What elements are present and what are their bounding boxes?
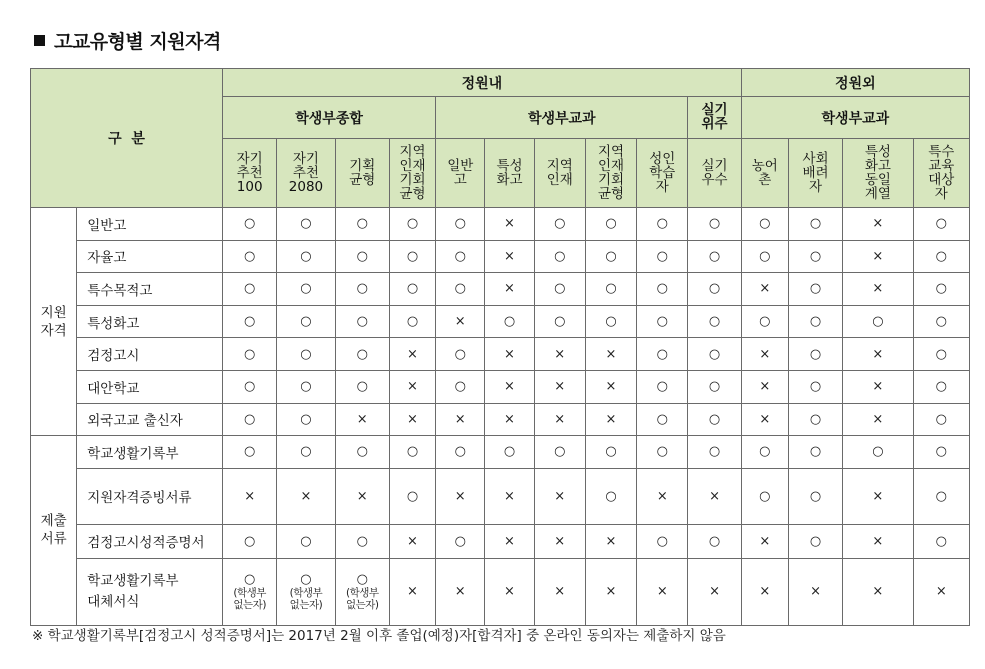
- header-hakgyo-outside: 학생부교과: [741, 97, 969, 139]
- no-mark: ×: [389, 403, 435, 436]
- yes-mark: ○: [277, 208, 335, 241]
- no-mark: ×: [688, 558, 741, 625]
- no-mark: ×: [485, 338, 534, 371]
- table-header: [31, 69, 970, 208]
- yes-mark: ○: [788, 370, 842, 403]
- no-mark: ×: [389, 338, 435, 371]
- header-gubun: 구 분: [31, 69, 223, 208]
- header-silgi-text: 실기 위주: [701, 102, 728, 132]
- no-mark: ×: [277, 468, 335, 524]
- no-mark: ×: [485, 273, 534, 306]
- yes-mark: ○: [436, 436, 485, 469]
- column-header-text: 실기 우수: [701, 157, 728, 188]
- yes-mark: ○: [688, 338, 741, 371]
- column-header: [389, 139, 435, 208]
- yes-mark: ○: [300, 571, 312, 587]
- yes-mark: ○: [913, 370, 969, 403]
- yes-mark: ○: [485, 305, 534, 338]
- header-inside-quota: 정원내: [223, 69, 742, 97]
- yes-mark: ○: [389, 208, 435, 241]
- no-mark: ×: [843, 240, 913, 273]
- row-label: 외국고교 출신자: [77, 403, 223, 436]
- yes-mark: ○: [389, 468, 435, 524]
- column-header: [485, 139, 534, 208]
- no-mark: ×: [585, 403, 636, 436]
- no-mark: ×: [485, 370, 534, 403]
- yes-mark: ○: [335, 338, 389, 371]
- yes-mark: ○: [637, 370, 688, 403]
- yes-mark: ○: [389, 240, 435, 273]
- yes-mark: ○: [688, 436, 741, 469]
- column-header: [534, 139, 585, 208]
- row-label: 일반고: [77, 208, 223, 241]
- yes-mark: ○: [389, 273, 435, 306]
- no-mark: ×: [741, 338, 788, 371]
- yes-mark: ○: [335, 208, 389, 241]
- no-mark: ×: [585, 338, 636, 371]
- table-body: [31, 208, 970, 626]
- no-mark: ×: [389, 558, 435, 625]
- no-mark: ×: [585, 524, 636, 558]
- row-label: 검정고시: [77, 338, 223, 371]
- yes-mark: ○: [741, 208, 788, 241]
- no-mark: ×: [585, 558, 636, 625]
- yes-mark: ○: [637, 273, 688, 306]
- table-row: [31, 403, 970, 436]
- no-mark: ×: [534, 338, 585, 371]
- yes-mark: ○: [534, 436, 585, 469]
- table-row: [31, 338, 970, 371]
- no-mark: ×: [534, 403, 585, 436]
- yes-mark: ○: [356, 571, 368, 587]
- yes-mark: ○: [637, 240, 688, 273]
- no-mark: ×: [843, 524, 913, 558]
- no-mark: ×: [485, 208, 534, 241]
- yes-mark: ○: [277, 240, 335, 273]
- no-mark: ×: [389, 370, 435, 403]
- no-mark: ×: [534, 370, 585, 403]
- yes-mark: ○: [913, 403, 969, 436]
- yes-mark: ○: [534, 273, 585, 306]
- no-mark: ×: [843, 558, 913, 625]
- table-row: [31, 558, 970, 625]
- row-label: 특성화고: [77, 305, 223, 338]
- yes-mark: ○: [534, 208, 585, 241]
- header-silgi: [688, 97, 741, 139]
- column-header-text: 농어 촌: [751, 157, 778, 188]
- yes-mark: ○: [913, 240, 969, 273]
- yes-mark: ○: [585, 273, 636, 306]
- no-mark: ×: [843, 208, 913, 241]
- no-mark: ×: [843, 468, 913, 524]
- yes-mark: ○: [788, 273, 842, 306]
- yes-mark: ○: [223, 305, 277, 338]
- no-mark: ×: [436, 305, 485, 338]
- mark-note: (학생부 없는자): [233, 586, 266, 611]
- table-row: [31, 524, 970, 558]
- row-label: 학교생활기록부 대체서식: [77, 558, 223, 625]
- no-mark: ×: [843, 273, 913, 306]
- yes-mark: ○: [436, 273, 485, 306]
- column-header-text: 일반 고: [447, 157, 474, 188]
- yes-mark: ○: [335, 240, 389, 273]
- table-row: [31, 273, 970, 306]
- no-mark: ×: [436, 558, 485, 625]
- no-mark: ×: [741, 370, 788, 403]
- row-group-label: 제출 서류: [31, 436, 77, 626]
- column-header-text: 자기 추천 100: [236, 150, 263, 195]
- yes-mark: ○: [637, 338, 688, 371]
- yes-mark: ○: [223, 370, 277, 403]
- header-hakgyo-inside: 학생부교과: [436, 97, 688, 139]
- yes-mark: ○: [277, 338, 335, 371]
- yes-mark: ○: [788, 468, 842, 524]
- yes-mark: ○: [335, 273, 389, 306]
- yes-mark: ○: [277, 273, 335, 306]
- yes-mark: ○: [913, 524, 969, 558]
- yes-mark: ○: [335, 370, 389, 403]
- no-mark: ×: [485, 524, 534, 558]
- yes-mark: ○: [223, 273, 277, 306]
- yes-mark: ○: [585, 240, 636, 273]
- no-mark: ×: [485, 403, 534, 436]
- column-header-text: 기획 균형: [349, 157, 376, 188]
- yes-mark: ○: [688, 240, 741, 273]
- footnote: ※ 학교생활기록부[검정고시 성적증명서]는 2017년 2월 이후 졸업(예정)자[합격자] 중 온라인 동의자는 제출하지 않음: [32, 628, 726, 644]
- no-mark: ×: [223, 468, 277, 524]
- no-mark: ×: [688, 468, 741, 524]
- yes-mark: ○: [223, 208, 277, 241]
- no-mark: ×: [741, 273, 788, 306]
- yes-mark: ○: [741, 240, 788, 273]
- column-header-text: 특성 화고 동일 계열: [864, 143, 891, 202]
- yes-mark: ○: [741, 468, 788, 524]
- yes-mark: ○: [223, 403, 277, 436]
- yes-mark: ○: [277, 403, 335, 436]
- column-header-text: 성인 학습 자: [649, 150, 676, 195]
- yes-mark: ○: [585, 436, 636, 469]
- no-mark: ×: [335, 468, 389, 524]
- no-mark: ×: [485, 468, 534, 524]
- yes-mark: ○: [585, 305, 636, 338]
- yes-mark: ○: [913, 468, 969, 524]
- yes-mark: ○: [741, 436, 788, 469]
- column-header: [637, 139, 688, 208]
- no-mark: ×: [843, 403, 913, 436]
- yes-mark: ○: [741, 305, 788, 338]
- yes-mark: ○: [637, 305, 688, 338]
- no-mark: ×: [585, 370, 636, 403]
- yes-mark: ○: [436, 240, 485, 273]
- row-label: 학교생활기록부: [77, 436, 223, 469]
- square-bullet-icon: [34, 35, 45, 46]
- no-mark: ×: [741, 558, 788, 625]
- column-header: [788, 139, 842, 208]
- no-mark: ×: [788, 558, 842, 625]
- yes-mark: ○: [843, 305, 913, 338]
- no-mark: ×: [741, 524, 788, 558]
- column-header-text: 지역 인재 기회 균형: [399, 143, 426, 202]
- no-mark: ×: [741, 403, 788, 436]
- mark-note: (학생부 없는자): [345, 586, 379, 611]
- yes-mark: ○: [534, 240, 585, 273]
- column-header: [277, 139, 335, 208]
- row-label: 검정고시성적증명서: [77, 524, 223, 558]
- yes-mark: ○: [788, 524, 842, 558]
- yes-mark: ○: [436, 370, 485, 403]
- column-header: [585, 139, 636, 208]
- yes-mark: ○: [788, 338, 842, 371]
- header-outside-quota: 정원외: [741, 69, 969, 97]
- yes-mark: ○: [223, 240, 277, 273]
- column-header: [741, 139, 788, 208]
- yes-mark: ○: [277, 524, 335, 558]
- table-row: [31, 436, 970, 469]
- yes-mark: ○: [913, 436, 969, 469]
- column-header-text: 특성 화고: [496, 157, 523, 188]
- yes-mark: ○: [243, 571, 256, 587]
- yes-mark: ○: [913, 208, 969, 241]
- column-header-text: 지역 인재: [546, 157, 573, 188]
- eligibility-table: [30, 68, 970, 626]
- row-label: 지원자격증빙서류: [77, 468, 223, 524]
- table-row: [31, 305, 970, 338]
- row-label: 특수목적고: [77, 273, 223, 306]
- yes-mark: ○: [637, 436, 688, 469]
- yes-mark: ○: [223, 436, 277, 469]
- no-mark: ×: [913, 558, 969, 625]
- column-header: [843, 139, 913, 208]
- no-mark: ×: [843, 370, 913, 403]
- yes-mark: ○: [688, 524, 741, 558]
- table-row: [31, 208, 970, 241]
- column-header: [335, 139, 389, 208]
- yes-mark: ○: [223, 524, 277, 558]
- header-hakjong: 학생부종합: [223, 97, 436, 139]
- column-header-text: 사회 배려 자: [802, 150, 829, 195]
- row-group-label: 지원 자격: [31, 208, 77, 436]
- yes-mark: ○: [436, 208, 485, 241]
- yes-mark: ○: [788, 240, 842, 273]
- yes-mark: ○: [688, 370, 741, 403]
- yes-mark: ○: [913, 273, 969, 306]
- column-header-text: 지역 인재 기회 균형: [597, 143, 625, 202]
- no-mark: ×: [637, 468, 688, 524]
- yes-mark: ○: [335, 305, 389, 338]
- no-mark: ×: [534, 558, 585, 625]
- yes-mark: ○: [389, 436, 435, 469]
- column-header-text: 특수 교육 대상 자: [928, 143, 955, 202]
- no-mark: ×: [436, 468, 485, 524]
- yes-mark: ○: [585, 468, 636, 524]
- no-mark: ×: [637, 558, 688, 625]
- yes-mark-with-note: [277, 558, 335, 625]
- no-mark: ×: [843, 338, 913, 371]
- row-label: 대안학교: [77, 370, 223, 403]
- yes-mark: ○: [843, 436, 913, 469]
- no-mark: ×: [534, 524, 585, 558]
- yes-mark: ○: [637, 208, 688, 241]
- yes-mark: ○: [389, 305, 435, 338]
- table-row: [31, 240, 970, 273]
- column-header: [913, 139, 969, 208]
- column-header: [223, 139, 277, 208]
- yes-mark: ○: [688, 305, 741, 338]
- yes-mark: ○: [223, 338, 277, 371]
- yes-mark: ○: [688, 403, 741, 436]
- no-mark: ×: [389, 524, 435, 558]
- yes-mark: ○: [277, 436, 335, 469]
- page-title: [34, 27, 221, 54]
- no-mark: ×: [335, 403, 389, 436]
- yes-mark: ○: [436, 524, 485, 558]
- yes-mark: ○: [788, 208, 842, 241]
- no-mark: ×: [485, 240, 534, 273]
- yes-mark: ○: [335, 436, 389, 469]
- table-row: [31, 468, 970, 524]
- yes-mark: ○: [277, 370, 335, 403]
- row-label: 자율고: [77, 240, 223, 273]
- no-mark: ×: [534, 468, 585, 524]
- column-header-text: 자기 추천 2080: [288, 150, 324, 195]
- yes-mark: ○: [788, 305, 842, 338]
- yes-mark: ○: [788, 403, 842, 436]
- column-header: [688, 139, 741, 208]
- yes-mark: ○: [585, 208, 636, 241]
- yes-mark-with-note: [335, 558, 389, 625]
- yes-mark: ○: [913, 338, 969, 371]
- table-row: [31, 370, 970, 403]
- mark-note: (학생부 없는자): [289, 586, 323, 611]
- yes-mark: ○: [688, 208, 741, 241]
- yes-mark: ○: [534, 305, 585, 338]
- yes-mark: ○: [913, 305, 969, 338]
- yes-mark: ○: [788, 436, 842, 469]
- title-text: 고교유형별 지원자격: [54, 31, 221, 53]
- yes-mark: ○: [335, 524, 389, 558]
- yes-mark: ○: [485, 436, 534, 469]
- no-mark: ×: [436, 403, 485, 436]
- column-header: [436, 139, 485, 208]
- yes-mark-with-note: [223, 558, 277, 625]
- no-mark: ×: [485, 558, 534, 625]
- yes-mark: ○: [277, 305, 335, 338]
- yes-mark: ○: [436, 338, 485, 371]
- yes-mark: ○: [637, 524, 688, 558]
- yes-mark: ○: [637, 403, 688, 436]
- yes-mark: ○: [688, 273, 741, 306]
